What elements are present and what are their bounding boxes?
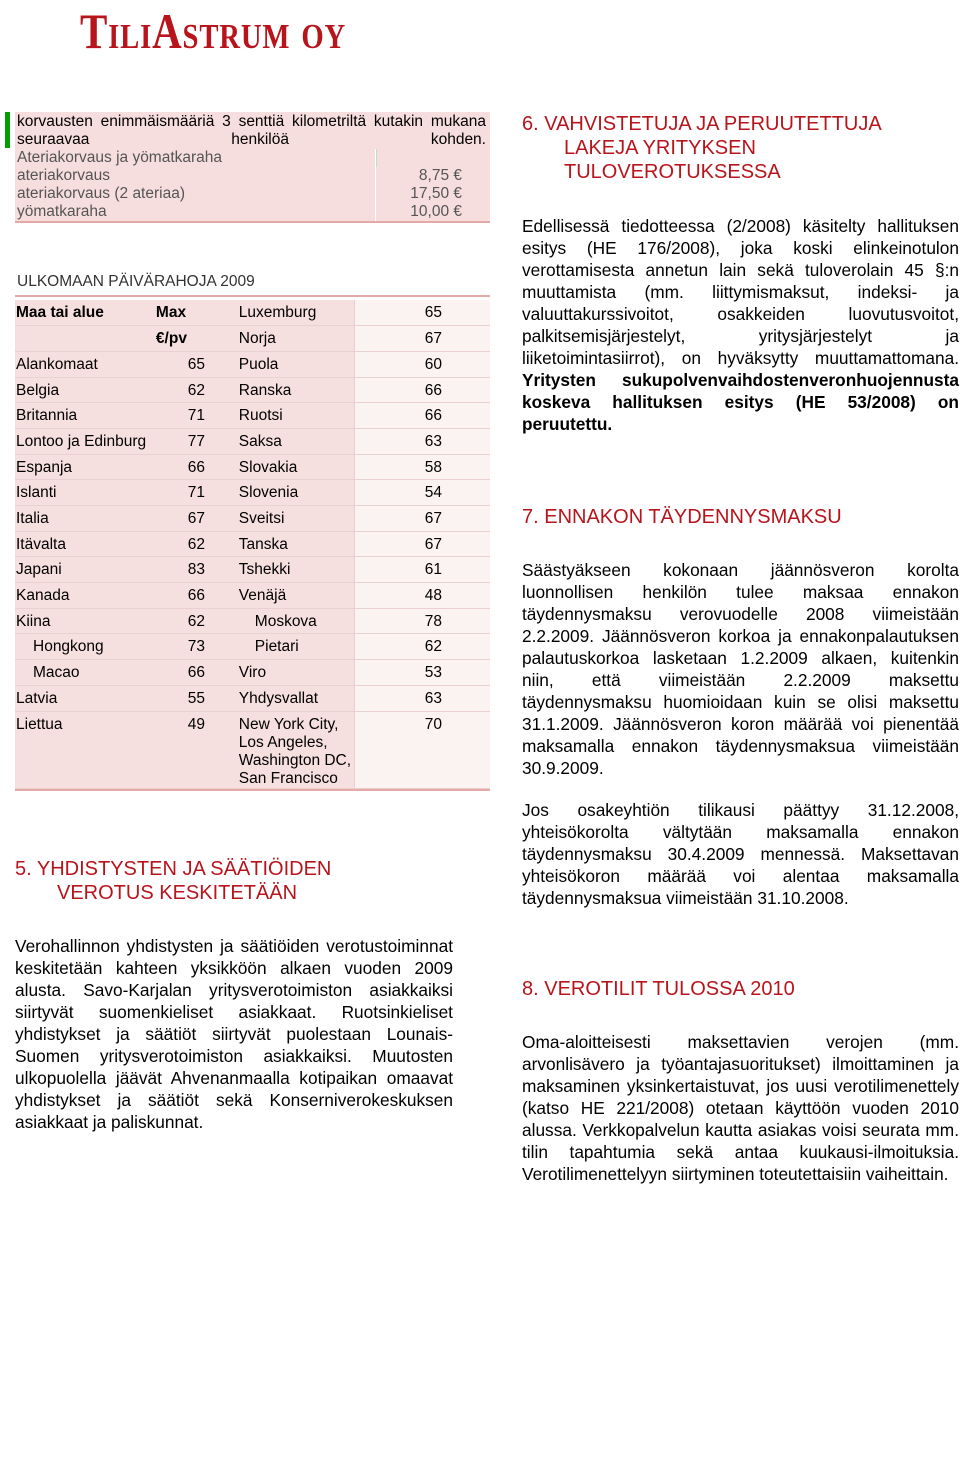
cell-country: Sveitsi	[237, 506, 355, 532]
cell-max: 63	[354, 428, 490, 454]
meal-value: 8,75 €	[418, 167, 462, 184]
section-body: Oma-aloitteisesti maksettavien verojen (mm. arvonlisävero ja työantajasuoritukset) ilmoittaminen ja maksaminen yksinkertaistuvat, jos uusi verotilimenettely (katso HE 221/2008) otetaan käyttöön vuoden 2010 alussa. Verkkopalvelun kautta asiakas voisi seurata mm. tilin tapahtumia sekä antaa kuukausi-ilmoituksia. Verotilimenettelyyn siirtyminen toteutettaisiin vaiheittain.	[522, 1032, 959, 1184]
cell-country: Lontoo ja Edinburg	[15, 428, 156, 454]
cell-max: 73	[156, 634, 237, 660]
meal-value: 17,50 €	[410, 185, 462, 202]
cell-max: 62	[354, 634, 490, 660]
section-title-line: 6. VAHVISTETUJA JA PERUUTETTUJA	[522, 113, 882, 135]
cell-country: Espanja	[15, 454, 156, 480]
table-row	[15, 711, 490, 788]
cell-max: 78	[354, 608, 490, 634]
divider	[15, 789, 490, 791]
cell-max: 66	[354, 377, 490, 403]
section-title: 7. ENNAKON TÄYDENNYSMAKSU	[522, 506, 842, 528]
meal-heading: Ateriakorvaus ja yömatkaraha	[15, 149, 376, 167]
cell-max: 71	[156, 403, 237, 429]
table-row	[15, 608, 490, 634]
cell-max: 67	[156, 506, 237, 532]
mileage-intro	[15, 112, 490, 149]
left-column	[15, 112, 490, 1133]
table-row	[15, 660, 490, 686]
cell-country: Islanti	[15, 480, 156, 506]
cell-max: 60	[354, 351, 490, 377]
cell-country: Latvia	[15, 685, 156, 711]
cell-country: Tshekki	[237, 557, 355, 583]
cell-country: Alankomaat	[15, 351, 156, 377]
mileage-intro-text: korvausten enimmäismääriä 3 senttiä kilometriltä kutakin mukana seuraavaa henkilöä kohden.	[17, 113, 486, 148]
cell-max: 83	[156, 557, 237, 583]
cell-country: Liettua	[15, 711, 156, 788]
cell-country: New York City, Los Angeles, Washington DC, San Francisco	[237, 711, 355, 788]
cell-country: Slovenia	[237, 480, 355, 506]
cell-max: 54	[354, 480, 490, 506]
cell-country: Moskova	[237, 608, 355, 634]
section-5	[15, 857, 490, 1133]
section-body-text: Edellisessä tiedotteessa (2/2008) käsitelty hallituksen esitys (HE 176/2008), joka koski elinkeinotulon verottamisesta annetun lain sekä tuloverolain 45 §:n muuttamista (mm. liittymismaksut, indeksi- ja valuuttakurssivoitot, osakkeiden luovutusvoitot, palkitsemisjärjestelyt, yritysjärjestelyt ja liiketoimintasiirrot), on hyväksytty muuttamattomana.	[522, 216, 959, 368]
table-row	[15, 454, 490, 480]
cell-max: 67	[354, 326, 490, 352]
section-body	[522, 215, 959, 435]
header-country: Maa tai alue	[15, 300, 156, 326]
cell-country: Macao	[15, 660, 156, 686]
cell-max: 62	[156, 377, 237, 403]
section-body-bold: Yritysten sukupolvenvaihdostenveronhuojennusta koskeva hallituksen esitys (HE 53/2008) on peruutettu.	[522, 370, 959, 434]
cell-max: 71	[156, 480, 237, 506]
table-row	[15, 428, 490, 454]
cell-country: Tanska	[237, 531, 355, 557]
meal-row	[15, 185, 490, 203]
meal-value: 10,00 €	[410, 203, 462, 220]
cell-country: Kanada	[15, 583, 156, 609]
header-unit: €/pv	[156, 326, 237, 352]
meal-label: ateriakorvaus (2 ateriaa)	[15, 185, 376, 203]
meal-heading-row	[15, 149, 490, 167]
cell-max: 49	[156, 711, 237, 788]
company-logo: TiliAstrum oy	[80, 3, 347, 59]
table-row	[15, 583, 490, 609]
cell-country: Itävalta	[15, 531, 156, 557]
cell-max: 67	[354, 531, 490, 557]
section-body: Jos osakeyhtiön tilikausi päättyy 31.12.2008, yhteisökorolta vältytään maksamalla ennakon täydennysmaksu 30.4.2009 mennessä. Maksettavan yhteisökoron määrää voi alentaa maksamalla täydennysmaksua viimeistään 31.10.2008.	[522, 800, 959, 908]
cell-max: 62	[156, 608, 237, 634]
meal-label: ateriakorvaus	[15, 167, 376, 185]
table-row	[15, 506, 490, 532]
cell-max: 66	[156, 660, 237, 686]
cell-max: 63	[354, 685, 490, 711]
cell-max: 77	[156, 428, 237, 454]
table-row	[15, 326, 490, 352]
cell-max: 53	[354, 660, 490, 686]
cell-country: Luxemburg	[237, 300, 355, 326]
cell-country: Yhdysvallat	[237, 685, 355, 711]
cell-max: 61	[354, 557, 490, 583]
meal-label: yömatkaraha	[15, 203, 376, 221]
cell-country: Britannia	[15, 403, 156, 429]
cell-country: Saksa	[237, 428, 355, 454]
cell-max: 55	[156, 685, 237, 711]
table-row	[15, 351, 490, 377]
cell-max: 65	[354, 300, 490, 326]
meal-row	[15, 203, 490, 221]
divider	[15, 221, 490, 223]
section-title	[522, 112, 959, 184]
right-column	[522, 112, 959, 1185]
cell-max: 48	[354, 583, 490, 609]
cell-country: Belgia	[15, 377, 156, 403]
cell-max: 66	[156, 583, 237, 609]
cell-country: Venäjä	[237, 583, 355, 609]
section-title: 8. VEROTILIT TULOSSA 2010	[522, 978, 795, 1000]
cell-country: Norja	[237, 326, 355, 352]
cell-max: 65	[156, 351, 237, 377]
table-row	[15, 403, 490, 429]
green-marker	[5, 112, 10, 148]
meal-allowance-box	[15, 112, 490, 221]
allowance-table	[15, 300, 490, 789]
cell-max: 58	[354, 454, 490, 480]
section-title-line: VEROTUS KESKITETÄÄN	[57, 881, 298, 904]
table-row	[15, 685, 490, 711]
section-title-line: LAKEJA YRITYKSEN	[564, 137, 756, 159]
table-row	[15, 480, 490, 506]
meal-row	[15, 167, 490, 185]
cell-country: Ruotsi	[237, 403, 355, 429]
section-body: Säästyäkseen kokonaan jäännösveron korolta luonnollisen henkilön tulee maksaa ennakon täydennysmaksu verovuodelle 2008 viimeistään 2.2.2009. Jäännösveron korkoa ja ennakonpalautuksen palautuskorkoa lasketaan 1.2.2009 alkaen, kuitenkin niin, että viimeistään 2.2.2009 maksettu täydennysmaksu huomioidaan kuin se olisi maksettu 31.1.2009. Jäännösveron koron määrää voi pienentää maksamalla ennakon täydennysmaksua viimeistään 30.9.2009.	[522, 560, 959, 778]
table-row	[15, 634, 490, 660]
cell-max: 66	[156, 454, 237, 480]
cell-country: Italia	[15, 506, 156, 532]
section-title-line: TULOVEROTUKSESSA	[564, 161, 781, 183]
table-row	[15, 377, 490, 403]
section-title	[15, 857, 490, 905]
cell-country: Puola	[237, 351, 355, 377]
cell-max: 70	[354, 711, 490, 788]
cell-max: 67	[354, 506, 490, 532]
cell-country: Ranska	[237, 377, 355, 403]
cell-country: Pietari	[237, 634, 355, 660]
allowance-table-title: ULKOMAAN PÄIVÄRAHOJA 2009	[17, 273, 255, 290]
cell-country: Japani	[15, 557, 156, 583]
section-6	[522, 112, 959, 435]
table-row	[15, 531, 490, 557]
table-row	[15, 557, 490, 583]
cell-country: Slovakia	[237, 454, 355, 480]
section-title-line: 5. YHDISTYSTEN JA SÄÄTIÖIDEN	[15, 857, 332, 880]
section-7	[522, 505, 959, 909]
section-8	[522, 977, 959, 1185]
table-row	[15, 300, 490, 326]
cell-max: 62	[156, 531, 237, 557]
cell-max: 66	[354, 403, 490, 429]
header-max: Max	[156, 300, 237, 326]
cell-country: Viro	[237, 660, 355, 686]
divider	[15, 295, 490, 297]
section-body: Verohallinnon yhdistysten ja säätiöiden verotustoiminnat keskitetään kahteen yksikköön alkaen vuoden 2009 alusta. Savo-Karjalan yritysverotoimiston asiakkaiksi siirtyvät suomenkieliset asiakkaat. Ruotsinkieliset yhdistykset ja säätiöt siirtyvät puolestaan Lounais-Suomen yritysverotoimiston asiakkaiksi. Muutosten ulkopuolella jäävät Ahvenanmaalla kotipaikan omaavat yhdistykset ja säätiöt sekä Konserniverokeskuksen asiakkaat ja paliskunnat.	[15, 935, 453, 1132]
cell-country: Hongkong	[15, 634, 156, 660]
cell-country: Kiina	[15, 608, 156, 634]
